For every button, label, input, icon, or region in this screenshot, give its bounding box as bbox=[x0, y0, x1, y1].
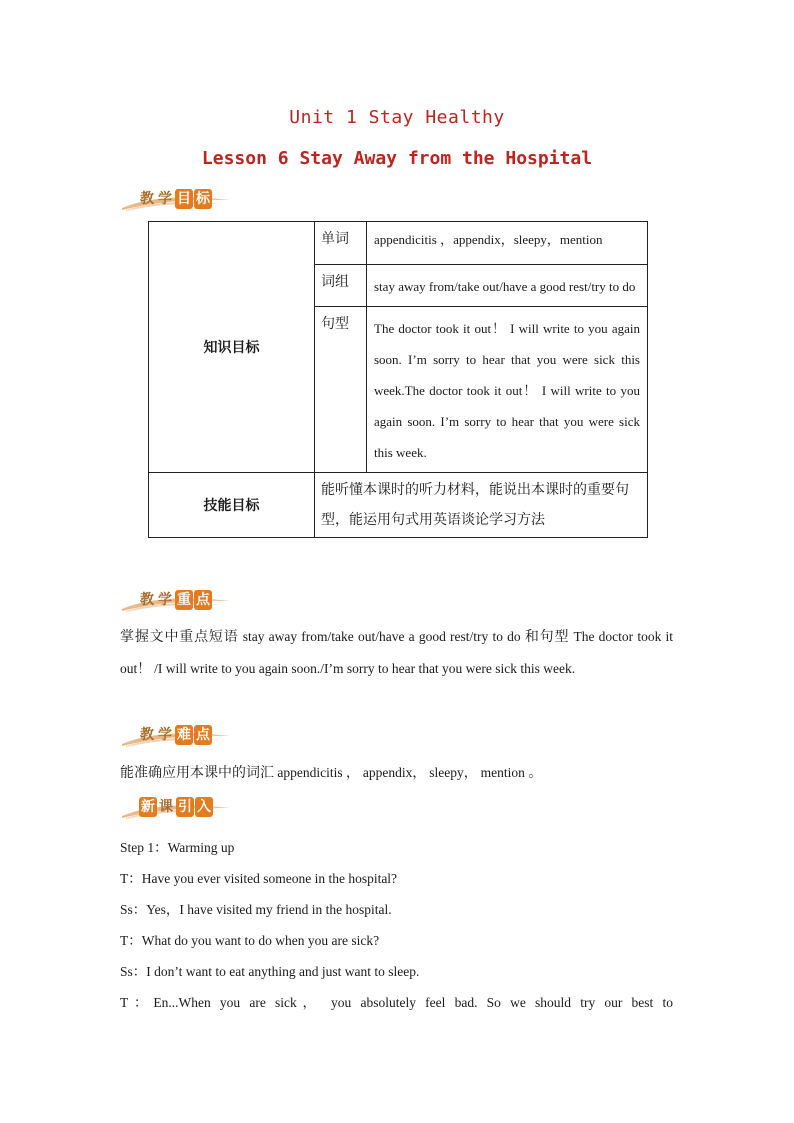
difficulties-cn: 能准确应用本课中的词汇 bbox=[120, 765, 274, 781]
section-badge-key-points bbox=[120, 587, 212, 613]
skill-goal-value: 能听懂本课时的听力材料，能说出本课时的重要句型，能运用句式用英语谈论学习方法 bbox=[315, 473, 648, 538]
section-badge-objectives bbox=[120, 186, 212, 212]
badge-char: 学 bbox=[158, 191, 172, 207]
difficulties-en: appendicitis ， appendix， sleepy， mention bbox=[274, 765, 529, 780]
key-points-cn-2: 和句型 bbox=[524, 629, 570, 645]
key-points-cn-1: 掌握文中重点短语 bbox=[120, 629, 239, 645]
badge-char: 标 bbox=[196, 191, 210, 207]
section-badge-difficulties bbox=[120, 722, 212, 748]
difficulties-paragraph bbox=[120, 757, 673, 789]
badge-char: 教 bbox=[140, 592, 154, 608]
table-row bbox=[149, 473, 648, 538]
knowledge-goal-label: 知识目标 bbox=[149, 222, 315, 473]
table-row bbox=[149, 222, 648, 265]
row-label-words: 单词 bbox=[315, 222, 367, 265]
badge-char: 点 bbox=[196, 592, 210, 608]
row-label-sentences: 句型 bbox=[315, 307, 367, 473]
badge-char: 学 bbox=[158, 592, 172, 608]
row-value-sentences: The doctor took it out！ I will write to you again soon. I’m sorry to hear that you were sick this week.The doctor took it out！ I will write to you again soon. I’m sorry to hear that you were sick this week. bbox=[367, 307, 648, 473]
badge-char: 教 bbox=[140, 191, 154, 207]
badge-char: 新 bbox=[141, 799, 155, 815]
row-label-phrases: 词组 bbox=[315, 265, 367, 307]
lesson-title: Lesson 6 Stay Away from the Hospital bbox=[201, 148, 593, 169]
key-points-en-1: stay away from/take out/have a good rest/try to do bbox=[238, 629, 525, 644]
teaching-goals-table bbox=[148, 221, 648, 538]
badge-char: 目 bbox=[177, 191, 191, 207]
badge-char: 学 bbox=[158, 727, 172, 743]
row-value-words: appendicitis ，appendix，sleepy，mention bbox=[367, 222, 648, 265]
badge-char: 入 bbox=[197, 799, 211, 815]
section-badge-intro bbox=[120, 794, 213, 820]
key-points-en-2: The doctor took it out！ /I will write to you again soon./I’m sorry to hear that you were sick this week. bbox=[120, 629, 674, 676]
badge-char: 点 bbox=[196, 727, 210, 743]
unit-title: Unit 1 Stay Healthy bbox=[289, 107, 505, 128]
dialogue-line: T：What do you want to do when you are sick? bbox=[120, 933, 380, 948]
dialogue-line: T：Have you ever visited someone in the hospital? bbox=[120, 871, 398, 886]
badge-char: 教 bbox=[140, 727, 154, 743]
row-value-phrases: stay away from/take out/have a good rest/try to do bbox=[367, 265, 648, 307]
key-points-paragraph bbox=[120, 621, 673, 684]
dialogue-line: T：En...When you are sick， you absolutely feel bad. So we should try our best to bbox=[120, 995, 673, 1010]
dialogue-line: Ss：I don’t want to eat anything and just want to sleep. bbox=[120, 964, 420, 979]
badge-char: 难 bbox=[177, 727, 191, 743]
badge-char: 引 bbox=[178, 799, 192, 815]
difficulties-end: 。 bbox=[528, 765, 543, 781]
badge-char: 重 bbox=[177, 592, 191, 608]
dialogue-line: Step 1：Warming up bbox=[120, 840, 235, 855]
badge-char: 课 bbox=[159, 799, 173, 815]
skill-goal-label: 技能目标 bbox=[149, 473, 315, 538]
dialogue-line: Ss：Yes，I have visited my friend in the hospital. bbox=[120, 902, 392, 917]
